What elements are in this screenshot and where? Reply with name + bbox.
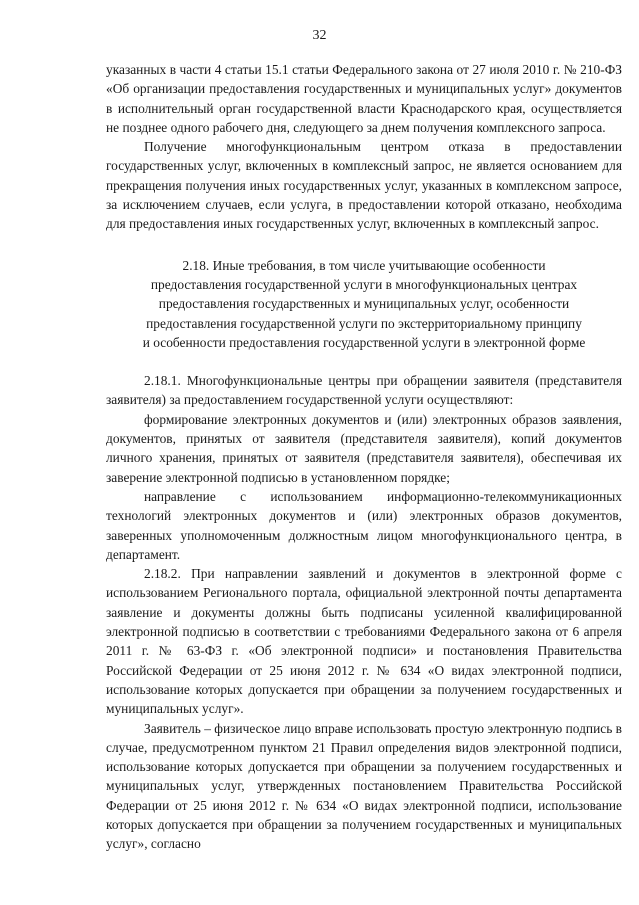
- section-heading: [106, 256, 622, 352]
- heading-line-4: предоставления государственной услуги по экстерриториальному принципу: [146, 315, 582, 331]
- heading-line-3: предоставления государственных и муниципальных услуг, особенности: [158, 296, 570, 312]
- heading-line-2: предоставления государственной услуги в многофункциональных центрах: [150, 276, 578, 292]
- paragraph-1: указанных в части 4 статьи 15.1 статьи Федерального закона от 27 июля 2010 г. № 210-ФЗ «Об организации предоставления государственных и муниципальных услуг» документов в исполнительный орган государственной власти Краснодарского края, осуществляется не позднее одного рабочего дня, следующего за днем получения комплексного запроса.: [106, 62, 622, 135]
- paragraph-2-18-1: 2.18.1. Многофункциональные центры при обращении заявителя (представителя заявителя) за предоставлением государственной услуги осуществляют:: [106, 373, 622, 408]
- paragraph-list-item-1: формирование электронных документов и (или) электронных образов заявления, документов, принятых от заявителя (представителя заявителя), копий документов личного хранения, принятых от заявителя (представителя заявителя), обеспечивая их заверение электронной подписью в установленном порядке;: [106, 411, 622, 485]
- document-body: [106, 60, 622, 854]
- paragraph-applicant: Заявитель – физическое лицо вправе использовать простую электронную подпись в случае, предусмотренном пунктом 21 Правил определения видов электронной подписи, использование которых допускается при обращении за получением государственных и муниципальных услуг, утвержденных постановлением Правительства Российской Федерации от 25 июня 2012 г. № 634 «О видах электронной подписи, использование которых допускается при обращении за получением государственных и муниципальных услуг», согласно: [106, 720, 622, 852]
- paragraph-list-item-2: направление с использованием информационно-телекоммуникационных технологий электронных документов и (или) электронных образов документов, заверенных уполномоченным должностным лицом многофункционального центра, в департамент.: [106, 488, 622, 562]
- paragraph-2-18-2: 2.18.2. При направлении заявлений и документов в электронной форме с использованием Регионального портала, официальной электронной почты департамента заявление и документы должны быть подписаны усиленной квалифицированной электронной подписью в соответствии с требованиями Федерального закона от 6 апреля 2011 г. № 63-ФЗ г. «Об электронной подписи» и постановления Правительства Российской Федерации от 25 июня 2012 г. № 634 «О видах электронной подписи, использование которых допускается при обращении за получением государственных и муниципальных услуг».: [106, 566, 622, 717]
- heading-line-1: 2.18. Иные требования, в том числе учитывающие особенности: [182, 257, 546, 273]
- page-number: 32: [312, 28, 327, 43]
- paragraph-2: Получение многофункциональным центром отказа в предоставлении государственных услуг, включенных в комплексный запрос, не является основанием для прекращения получения иных государственных услуг, указанных в комплексном запросе, за исключением случаев, если услуга, в предоставлении которой отказано, необходима для предоставления иных государственных услуг, включенных в комплексный запрос.: [106, 139, 622, 232]
- heading-line-5: и особенности предоставления государственной услуги в электронной форме: [142, 334, 586, 350]
